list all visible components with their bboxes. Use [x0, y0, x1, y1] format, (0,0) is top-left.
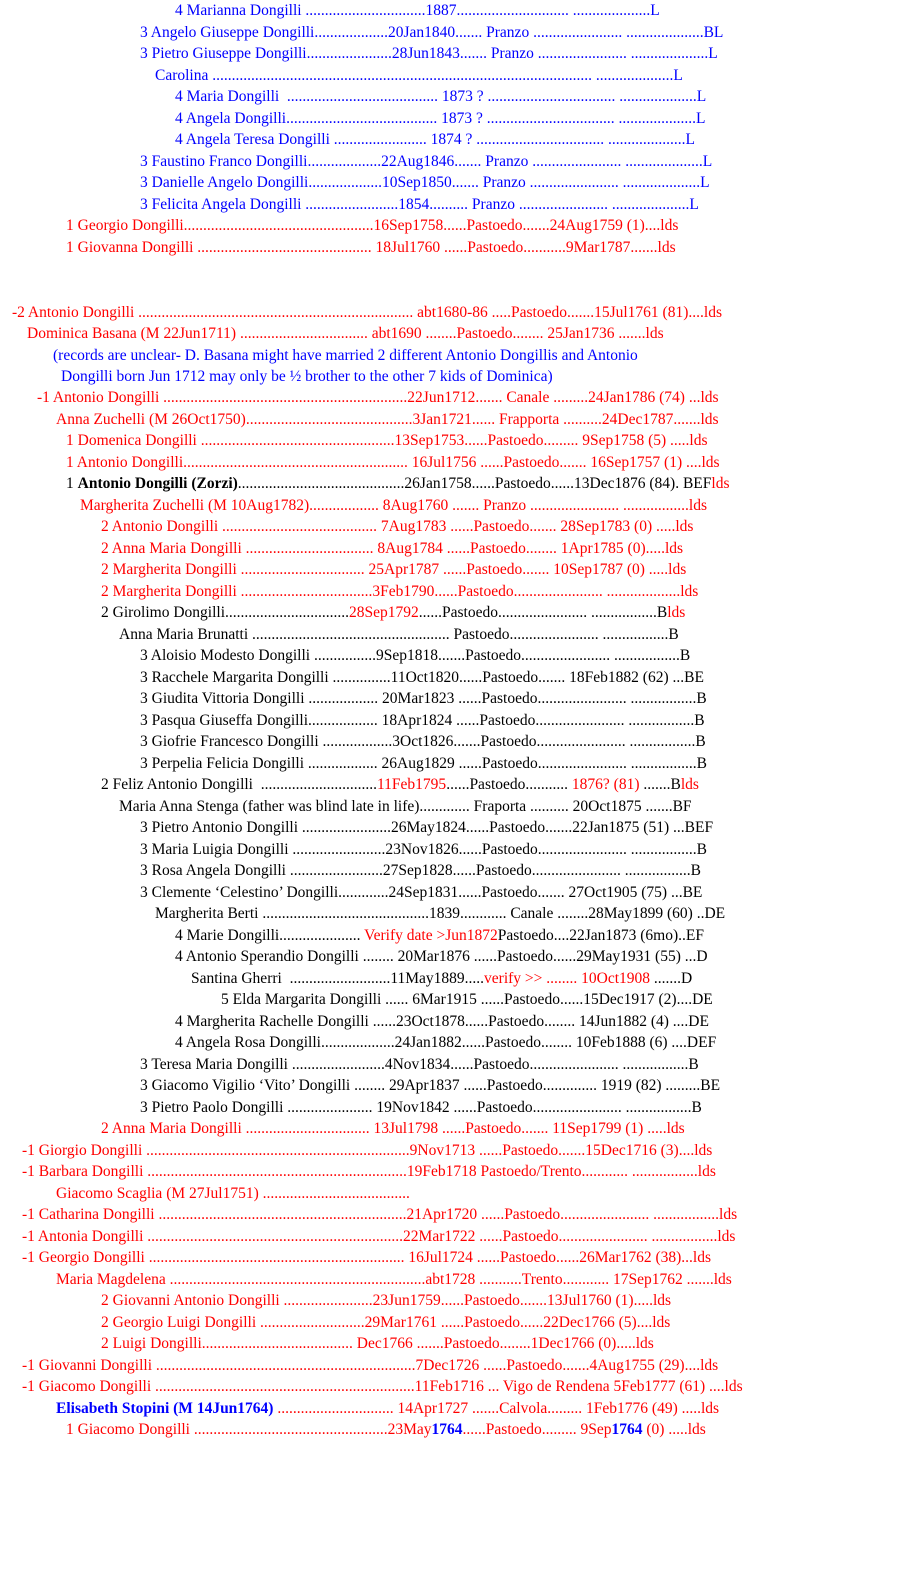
record-line: [221, 989, 713, 1011]
record-line: [175, 925, 704, 947]
record-line: [140, 43, 718, 65]
record-text: Margherita Berti ...........................................1839............ Canale ........28May1899 (60) ..DE: [155, 905, 726, 922]
record-line: [101, 538, 683, 560]
record-text: (0) .....lds: [642, 1421, 706, 1438]
record-text: Anna Maria Brunatti ................................................... Pastoedo....................... .................B: [119, 625, 679, 643]
record-text: 3 Pasqua Giuseffa Dongilli.................. 18Apr1824 ......Pastoedo....................... .................B: [140, 711, 705, 729]
record-text: 4 Angela Teresa Dongilli ........................ 1874 ? ................................. ....................L: [175, 131, 695, 148]
record-line: [22, 1140, 712, 1162]
record-line: [22, 1161, 716, 1183]
record-text: 3 Pietro Paolo Dongilli ...................... 19Nov1842 ......Pastoedo....................... .................B: [140, 1098, 702, 1116]
record-text: 3 Teresa Maria Dongilli ........................4Nov1834......Pastoedo....................... .................B: [140, 1055, 699, 1073]
record-line: [140, 710, 705, 732]
record-text: Elisabeth Stopini (M 14Jun1764): [56, 1399, 274, 1417]
record-text: 5 Elda Margarita Dongilli ...... 6Mar1915 ......Pastoedo......15Dec1917 (2)....DE: [221, 991, 713, 1008]
record-line: [119, 624, 679, 646]
record-line: [140, 860, 701, 882]
record-text: .............................. 14Apr1727 .......Calvola......... 1Feb1776 (49) .....lds: [273, 1399, 720, 1417]
record-text: .......B: [639, 776, 681, 793]
record-line: [101, 774, 699, 796]
record-line: [56, 409, 719, 431]
record-text: 4 Marianna Dongilli ...............................1887............................. ....................L: [175, 2, 660, 19]
record-text: 1764: [431, 1421, 463, 1438]
record-text: 1764: [611, 1421, 643, 1438]
record-text: 3 Faustino Franco Dongilli...................22Aug1846....... Pranzo ....................... ....................L: [140, 152, 713, 170]
record-text: 3 Racchele Margarita Dongilli ...............11Oct1820......Pastoedo....... 18Feb1882 (62) ...BE: [140, 668, 704, 686]
record-line: [140, 645, 690, 667]
record-text: 2 Luigi Dongilli....................................... Dec1766 .......Pastoedo........1Dec1766 (0).....lds: [101, 1335, 654, 1352]
record-text: 3 Rosa Angela Dongilli ........................27Sep1828......Pastoedo....................... .................B: [140, 862, 702, 879]
record-line: [140, 753, 707, 775]
record-text: lds: [680, 776, 699, 793]
record-text: 3 Angelo Giuseppe Dongilli...................20Jan1840....... Pranzo ....................... ....................BL: [140, 23, 724, 41]
record-line: [101, 516, 693, 538]
record-text: Maria Magdelena ..................................................................abt1728 ...........Trento............ 17Sep1762 .......lds: [56, 1270, 732, 1288]
record-text: -1 Giacomo Dongilli ...................................................................11Feb1716 ... Vigo de Rendena 5Feb1777 (61) ....lds: [22, 1378, 743, 1395]
record-text: 11Feb1795: [377, 776, 447, 793]
record-text: .......D: [650, 969, 693, 987]
record-text: 4 Marie Dongilli.....................: [175, 926, 365, 944]
record-line: [155, 903, 725, 925]
record-line: [140, 882, 702, 904]
record-text: Maria Anna Stenga (father was blind late in life)............. Fraporta .......... 20Oct1875 .......BF: [119, 797, 692, 815]
record-line: [175, 86, 706, 108]
record-text: 1 Giovanna Dongilli ............................................. 18Jul1760 ......Pastoedo...........9Mar1787.......lds: [66, 238, 676, 256]
record-text: 3 Giofrie Francesco Dongilli ..................3Oct1826.......Pastoedo....................... .................B: [140, 733, 706, 750]
record-text: 1 Domenica Dongilli ..................................................13Sep1753......Pastoedo......... 9Sep1758 (5) .....lds: [66, 432, 708, 449]
record-text: Carolina .................................................................................................. ....................L: [155, 66, 683, 84]
record-line: [22, 1247, 711, 1269]
record-text: Pastoedo....22Jan1873 (6mo)..EF: [497, 926, 704, 944]
record-line: [175, 946, 708, 968]
record-line: [66, 473, 729, 495]
record-text: lds: [711, 475, 730, 492]
record-text: (records are unclear- D. Basana might have married 2 different Antonio Dongillis and Antonio: [53, 346, 638, 364]
record-text: Dongilli born Jun 1712 may only be ½ brother to the other 7 kids of Dominica): [61, 368, 553, 385]
record-line: [101, 1290, 671, 1312]
record-line: [140, 839, 707, 861]
record-line: [22, 1355, 718, 1377]
record-text: 4 Angela Dongilli....................................... 1873 ? ................................. ....................L: [175, 109, 706, 127]
record-text: Santina Gherri ..........................11May1889.....: [191, 969, 485, 987]
record-text: 3 Felicita Angela Dongilli ........................1854.......... Pranzo ....................... ....................L: [140, 195, 699, 213]
record-line: [22, 1226, 735, 1248]
record-text: 3 Giacomo Vigilio ‘Vito’ Dongilli ........ 29Apr1837 ......Pastoedo.............. 1919 (82) .........BE: [140, 1077, 721, 1094]
record-line: [101, 602, 685, 624]
record-line: [27, 323, 664, 345]
record-text: Giacomo Scaglia (M 27Jul1751) ......................................: [56, 1184, 410, 1202]
record-text: Dominica Basana (M 22Jun1711) ................................. abt1690 ........Pastoedo........ 25Jan1736 .......lds: [27, 325, 664, 342]
record-text: ......Pastoedo......... 9Sep: [462, 1421, 612, 1438]
record-line: [61, 366, 553, 388]
record-line: [140, 151, 712, 173]
record-line: [140, 688, 707, 710]
record-line: [119, 796, 692, 818]
record-line: [191, 968, 692, 990]
record-text: 2 Antonio Dongilli ........................................ 7Aug1783 ......Pastoedo....... 28Sep1783 (0) .....lds: [101, 518, 694, 535]
record-text: lds: [667, 604, 686, 621]
record-line: [56, 1269, 732, 1291]
record-line: [101, 581, 698, 603]
record-text: 2 Girolimo Dongilli................................: [101, 604, 349, 621]
record-line: [22, 1376, 743, 1398]
record-line: [22, 1204, 737, 1226]
record-line: [175, 1011, 709, 1033]
record-text: 3 Pietro Giuseppe Dongilli......................28Jun1843....... Pranzo ....................... ....................L: [140, 45, 718, 62]
record-line: [66, 1419, 706, 1441]
record-text: ...........................................26Jan1758......Pastoedo......13Dec1876 (84). BEF: [237, 475, 712, 492]
record-text: verify >> ........ 10Oct1908: [484, 969, 651, 987]
record-text: -2 Antonio Dongilli ....................................................................... abt1680-86 .....Pastoedo.......15Jul1761 (81)....lds: [12, 304, 722, 321]
record-text: 1: [66, 475, 78, 492]
record-line: [101, 1312, 670, 1334]
record-line: [140, 1054, 699, 1076]
record-text: 2 Margherita Dongilli ................................ 25Apr1787 ......Pastoedo....... 10Sep1787 (0) .....lds: [101, 561, 687, 578]
record-text: -1 Barbara Dongilli ...................................................................19Feb1718 Pastoedo/Trento............ .................lds: [22, 1163, 716, 1180]
record-line: [140, 817, 713, 839]
record-text: 4 Maria Dongilli ....................................... 1873 ? ................................. ....................L: [175, 88, 707, 105]
record-text: 3 Maria Luigia Dongilli ........................23Nov1826......Pastoedo....................... .................B: [140, 840, 708, 858]
record-line: [56, 1398, 719, 1420]
record-text: Antonio Dongilli (Zorzi): [77, 475, 238, 492]
record-text: ......Pastoedo...........: [446, 776, 572, 793]
record-line: [12, 302, 722, 324]
record-line: [175, 129, 695, 151]
record-text: -1 Catharina Dongilli ................................................................21Apr1720 ......Pastoedo....................... .................lds: [22, 1206, 738, 1223]
record-text: -1 Antonio Dongilli ...............................................................22Jun1712....... Canale .........24Jan1786 (74) ...lds: [37, 389, 719, 406]
record-text: 3 Clemente ‘Celestino’ Dongilli.............24Sep1831......Pastoedo....... 27Oct1905 (75) ...BE: [140, 883, 703, 901]
record-line: [66, 237, 676, 259]
record-text: -1 Antonia Dongilli ..................................................................22Mar1722 ......Pastoedo....................... .................lds: [22, 1227, 736, 1245]
record-line: [140, 667, 704, 689]
record-line: [140, 1097, 702, 1119]
record-text: 2 Feliz Antonio Dongilli ..............................: [101, 776, 377, 793]
record-line: [101, 1333, 654, 1355]
record-text: 4 Angela Rosa Dongilli...................24Jan1882......Pastoedo........ 10Feb1888 (6) ....DEF: [175, 1034, 717, 1051]
record-text: ......Pastoedo....................... .................B: [418, 604, 668, 621]
record-text: -1 Giovanni Dongilli ...................................................................7Dec1726 ......Pastoedo.......4Aug1755 (29)....lds: [22, 1356, 719, 1374]
record-line: [175, 0, 660, 22]
record-line: [66, 452, 720, 474]
record-text: 4 Margherita Rachelle Dongilli ......23Oct1878......Pastoedo........ 14Jun1882 (4) ....DE: [175, 1012, 709, 1030]
record-line: [37, 387, 719, 409]
record-text: Verify date >Jun1872: [364, 926, 498, 944]
record-text: 2 Anna Maria Dongilli ................................. 8Aug1784 ......Pastoedo........ 1Apr1785 (0).....lds: [101, 539, 684, 557]
record-text: 4 Antonio Sperandio Dongilli ........ 20Mar1876 ......Pastoedo......29May1931 (55) ...D: [175, 948, 708, 965]
record-line: [66, 215, 678, 237]
record-text: Margherita Zuchelli (M 10Aug1782).................. 8Aug1760 ....... Pranzo ....................... .................lds: [80, 496, 707, 514]
record-text: 1876? (81): [571, 776, 640, 793]
record-text: 2 Giovanni Antonio Dongilli .......................23Jun1759......Pastoedo.......13Jul1760 (1).....lds: [101, 1292, 672, 1309]
record-text: -1 Georgio Dongilli .................................................................. 16Jul1724 ......Pastoedo......26Mar1762 (38)...lds: [22, 1249, 712, 1266]
record-text: 2 Georgio Luigi Dongilli ...........................29Mar1761 ......Pastoedo......22Dec1766 (5)....lds: [101, 1313, 671, 1331]
record-line: [155, 65, 683, 87]
record-text: 28Sep1792: [349, 604, 419, 621]
record-line: [56, 1183, 410, 1205]
record-text: Anna Zuchelli (M 26Oct1750)...........................................3Jan1721...... Frapporta ..........24Dec1787.......lds: [56, 410, 719, 428]
record-text: 1 Antonio Dongilli.......................................................... 16Jul1756 ......Pastoedo....... 16Sep1757 (1) ....lds: [66, 453, 720, 471]
record-text: 1 Georgio Dongilli.................................................16Sep1758......Pastoedo.......24Aug1759 (1)....lds: [66, 217, 679, 234]
record-text: 3 Danielle Angelo Dongilli...................10Sep1850....... Pranzo ....................... ....................L: [140, 174, 710, 191]
record-line: [140, 731, 706, 753]
record-text: 1 Giacomo Dongilli ..................................................23May: [66, 1421, 432, 1438]
record-text: -1 Giorgio Dongilli ....................................................................9Nov1713 ......Pastoedo.......15Dec1716 (3)....lds: [22, 1141, 713, 1159]
record-text: 3 Perpelia Felicia Dongilli .................. 26Aug1829 ......Pastoedo....................... .................B: [140, 754, 708, 772]
record-line: [101, 1118, 685, 1140]
record-line: [140, 1075, 720, 1097]
record-line: [140, 194, 699, 216]
record-line: [140, 172, 710, 194]
record-line: [66, 430, 708, 452]
record-line: [101, 559, 686, 581]
record-text: 3 Pietro Antonio Dongilli .......................26May1824......Pastoedo.......22Jan1875 (51) ...BEF: [140, 819, 714, 836]
record-line: [175, 1032, 716, 1054]
record-text: 3 Aloisio Modesto Dongilli ................9Sep1818.......Pastoedo....................... .................B: [140, 647, 691, 664]
record-line: [140, 22, 723, 44]
record-line: [80, 495, 707, 517]
record-text: 2 Margherita Dongilli ..................................3Feb1790......Pastoedo....................... ...................lds: [101, 582, 699, 600]
record-line: [175, 108, 705, 130]
record-text: 2 Anna Maria Dongilli ................................ 13Jul1798 ......Pastoedo....... 11Sep1799 (1) .....lds: [101, 1120, 685, 1137]
record-line: [53, 345, 638, 367]
record-text: 3 Giudita Vittoria Dongilli .................. 20Mar1823 ......Pastoedo....................... .................B: [140, 690, 707, 707]
